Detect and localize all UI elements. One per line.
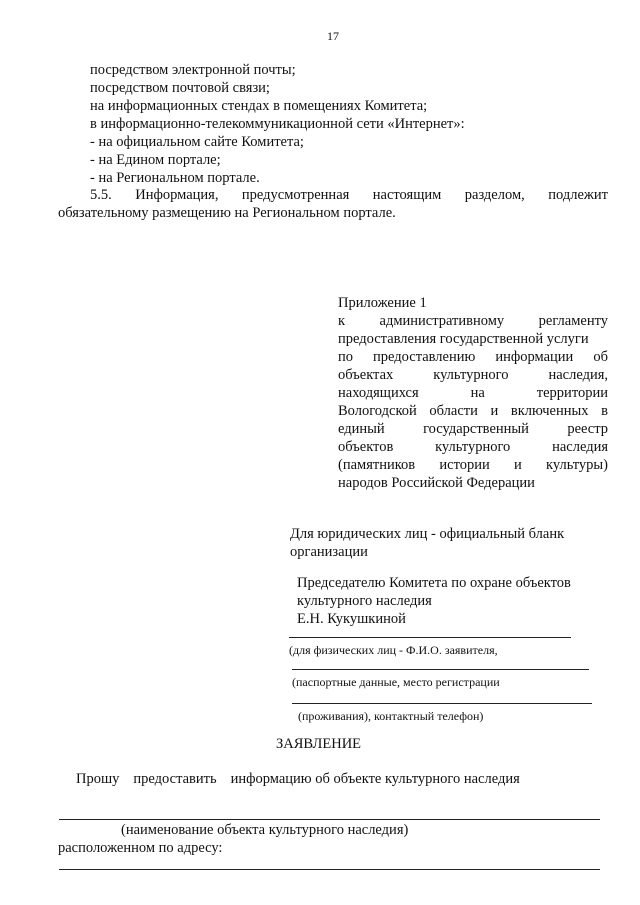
word: разделом, <box>464 187 525 203</box>
text-line-stands: на информационных стендах в помещениях Комитета; <box>90 98 428 114</box>
section-5-5-first-line <box>90 186 608 204</box>
word: реестр <box>567 421 608 437</box>
section-5-5-second-line: обязательному размещению на Региональном портале. <box>58 205 396 221</box>
word: в <box>601 403 608 419</box>
word: на <box>470 385 485 401</box>
page-number: 17 <box>327 29 339 43</box>
word: культуры) <box>546 457 608 473</box>
appendix-line <box>338 438 608 456</box>
word: и <box>514 457 522 473</box>
addressee-title-cont: культурного наследия <box>297 593 432 609</box>
request-text <box>76 770 520 788</box>
word: истории <box>439 457 490 473</box>
text-line-official-site: - на официальном сайте Комитета; <box>90 134 304 150</box>
appendix-last-line: народов Российской Федерации <box>338 475 535 491</box>
word: включенных <box>510 403 589 419</box>
word: предусмотренная <box>241 187 350 203</box>
word: и <box>490 403 499 419</box>
letterhead-note-cont: организации <box>290 544 368 560</box>
word: объектах <box>338 367 394 383</box>
word: Прошу <box>76 771 120 787</box>
applicant-passport-line <box>292 669 589 670</box>
word: находящихся <box>338 385 419 401</box>
word: об <box>593 349 608 365</box>
text-line-post: посредством почтовой связи; <box>90 80 270 96</box>
word: 5.5. <box>90 187 112 203</box>
statement-heading: ЗАЯВЛЕНИЕ <box>276 736 362 752</box>
word: к <box>338 313 346 329</box>
appendix-line <box>338 330 608 348</box>
object-name-caption: (наименование объекта культурного наследия) <box>121 822 409 838</box>
word: предоставления государственной услуги <box>338 331 589 347</box>
appendix-line <box>338 366 608 384</box>
word: культурного <box>435 439 511 455</box>
text-line-email: посредством электронной почты; <box>90 62 296 78</box>
word: наследия <box>552 439 608 455</box>
address-label: расположенном по адресу: <box>58 840 223 856</box>
text-line-unified-portal: - на Едином портале; <box>90 152 221 168</box>
word: подлежит <box>548 187 608 203</box>
word: предоставлению <box>373 349 476 365</box>
word: наследия, <box>548 367 608 383</box>
appendix-line <box>338 312 608 330</box>
word: культурного <box>433 367 509 383</box>
applicant-contact-caption: (проживания), контактный телефон) <box>298 709 484 723</box>
applicant-passport-caption: (паспортные данные, место регистрации <box>292 675 500 689</box>
appendix-line <box>338 420 608 438</box>
object-name-line <box>59 819 600 820</box>
word: объектов <box>338 439 394 455</box>
word: (памятников <box>338 457 416 473</box>
word: регламенту <box>538 313 608 329</box>
appendix-title: Приложение 1 <box>338 295 427 311</box>
appendix-line <box>338 348 608 366</box>
text-line-internet: в информационно-телекоммуникационной сети «Интернет»: <box>90 116 465 132</box>
word: информацию об объекте культурного наследия <box>230 771 520 787</box>
appendix-line <box>338 456 608 474</box>
appendix-line <box>338 384 608 402</box>
word: по <box>338 349 354 365</box>
addressee-name: Е.Н. Кукушкиной <box>297 611 406 627</box>
word: предоставить <box>133 771 217 787</box>
word: настоящим <box>372 187 442 203</box>
letterhead-note: Для юридических лиц - официальный бланк <box>290 526 565 542</box>
word: государственный <box>423 421 529 437</box>
word: территории <box>536 385 608 401</box>
address-line <box>59 869 600 870</box>
appendix-line <box>338 402 608 420</box>
applicant-contact-line <box>292 703 592 704</box>
applicant-name-caption: (для физических лиц - Ф.И.О. заявителя, <box>289 643 498 657</box>
applicant-name-line <box>289 637 571 638</box>
text-line-regional-portal: - на Региональном портале. <box>90 170 260 186</box>
word: единый <box>338 421 385 437</box>
word: Информация, <box>135 187 219 203</box>
word: информации <box>495 349 574 365</box>
word: административному <box>379 313 505 329</box>
word: Вологодской <box>338 403 417 419</box>
addressee-title: Председателю Комитета по охране объектов <box>297 575 571 591</box>
word: области <box>429 403 478 419</box>
